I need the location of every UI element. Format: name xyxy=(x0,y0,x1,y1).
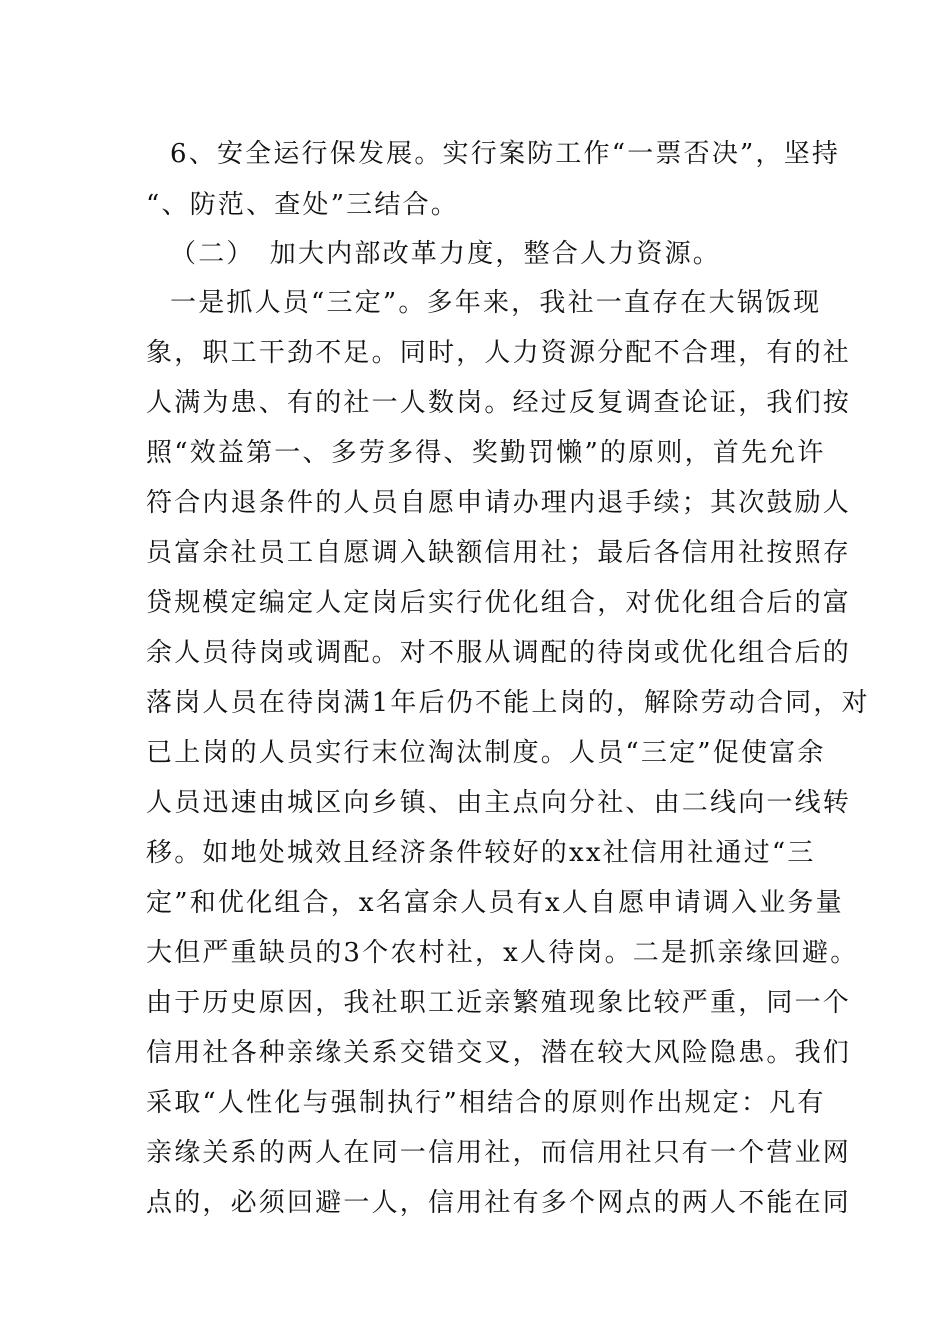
paragraph-line-15: 移。如地处城效且经济条件较好的xx社信用社通过“三 xyxy=(146,838,816,868)
paragraph-line-14: 人员迅速由城区向乡镇、由主点向分社、由二线向一线转 xyxy=(146,788,852,818)
paragraph-line-8: 符合内退条件的人员自愿申请办理内退手续；其次鼓励人 xyxy=(146,488,852,518)
paragraph-line-5: 象，职工干劲不足。同时，人力资源分配不合理，有的社 xyxy=(146,338,852,368)
paragraph-line-10: 贷规模定编定人定岗后实行优化组合，对优化组合后的富 xyxy=(146,588,852,618)
paragraph-line-17: 大但严重缺员的3个农村社，x人待岗。二是抓亲缘回避。 xyxy=(146,938,859,968)
paragraph-line-7: 照“效益第一、多劳多得、奖勤罚懒”的原则，首先允许 xyxy=(146,438,826,468)
section-heading: （二） 加大内部改革力度，整合人力资源。 xyxy=(170,239,722,269)
paragraph-line-21: 亲缘关系的两人在同一信用社，而信用社只有一个营业网 xyxy=(146,1138,852,1168)
paragraph-line-18: 由于历史原因，我社职工近亲繁殖现象比较严重，同一个 xyxy=(146,988,852,1018)
paragraph-line-13: 已上岗的人员实行末位淘汰制度。人员“三定”促使富余 xyxy=(146,738,826,768)
paragraph-line-4: 一是抓人员“三定”。多年来，我社一直存在大锅饭现 xyxy=(170,288,822,318)
paragraph-line-22: 点的，必须回避一人，信用社有多个网点的两人不能在同 xyxy=(146,1188,852,1218)
paragraph-line-20: 采取“人性化与强制执行”相结合的原则作出规定：凡有 xyxy=(146,1088,826,1118)
paragraph-line-19: 信用社各种亲缘关系交错交叉，潜在较大风险隐患。我们 xyxy=(146,1038,852,1068)
paragraph-line-1: 6、安全运行保发展。实行案防工作“一票否决”，坚持 xyxy=(170,139,841,169)
paragraph-line-11: 余人员待岗或调配。对不服从调配的待岗或优化组合后的 xyxy=(146,638,852,668)
paragraph-line-2: “、防范、查处”三结合。 xyxy=(146,190,459,220)
paragraph-line-16: 定”和优化组合，x名富余人员有x人自愿申请调入业务量 xyxy=(146,888,844,918)
paragraph-line-6: 人满为患、有的社一人数岗。经过反复调查论证，我们按 xyxy=(146,388,852,418)
paragraph-line-9: 员富余社员工自愿调入缺额信用社；最后各信用社按照存 xyxy=(146,538,852,568)
paragraph-line-12: 落岗人员在待岗满1年后仍不能上岗的，解除劳动合同，对 xyxy=(146,688,870,718)
